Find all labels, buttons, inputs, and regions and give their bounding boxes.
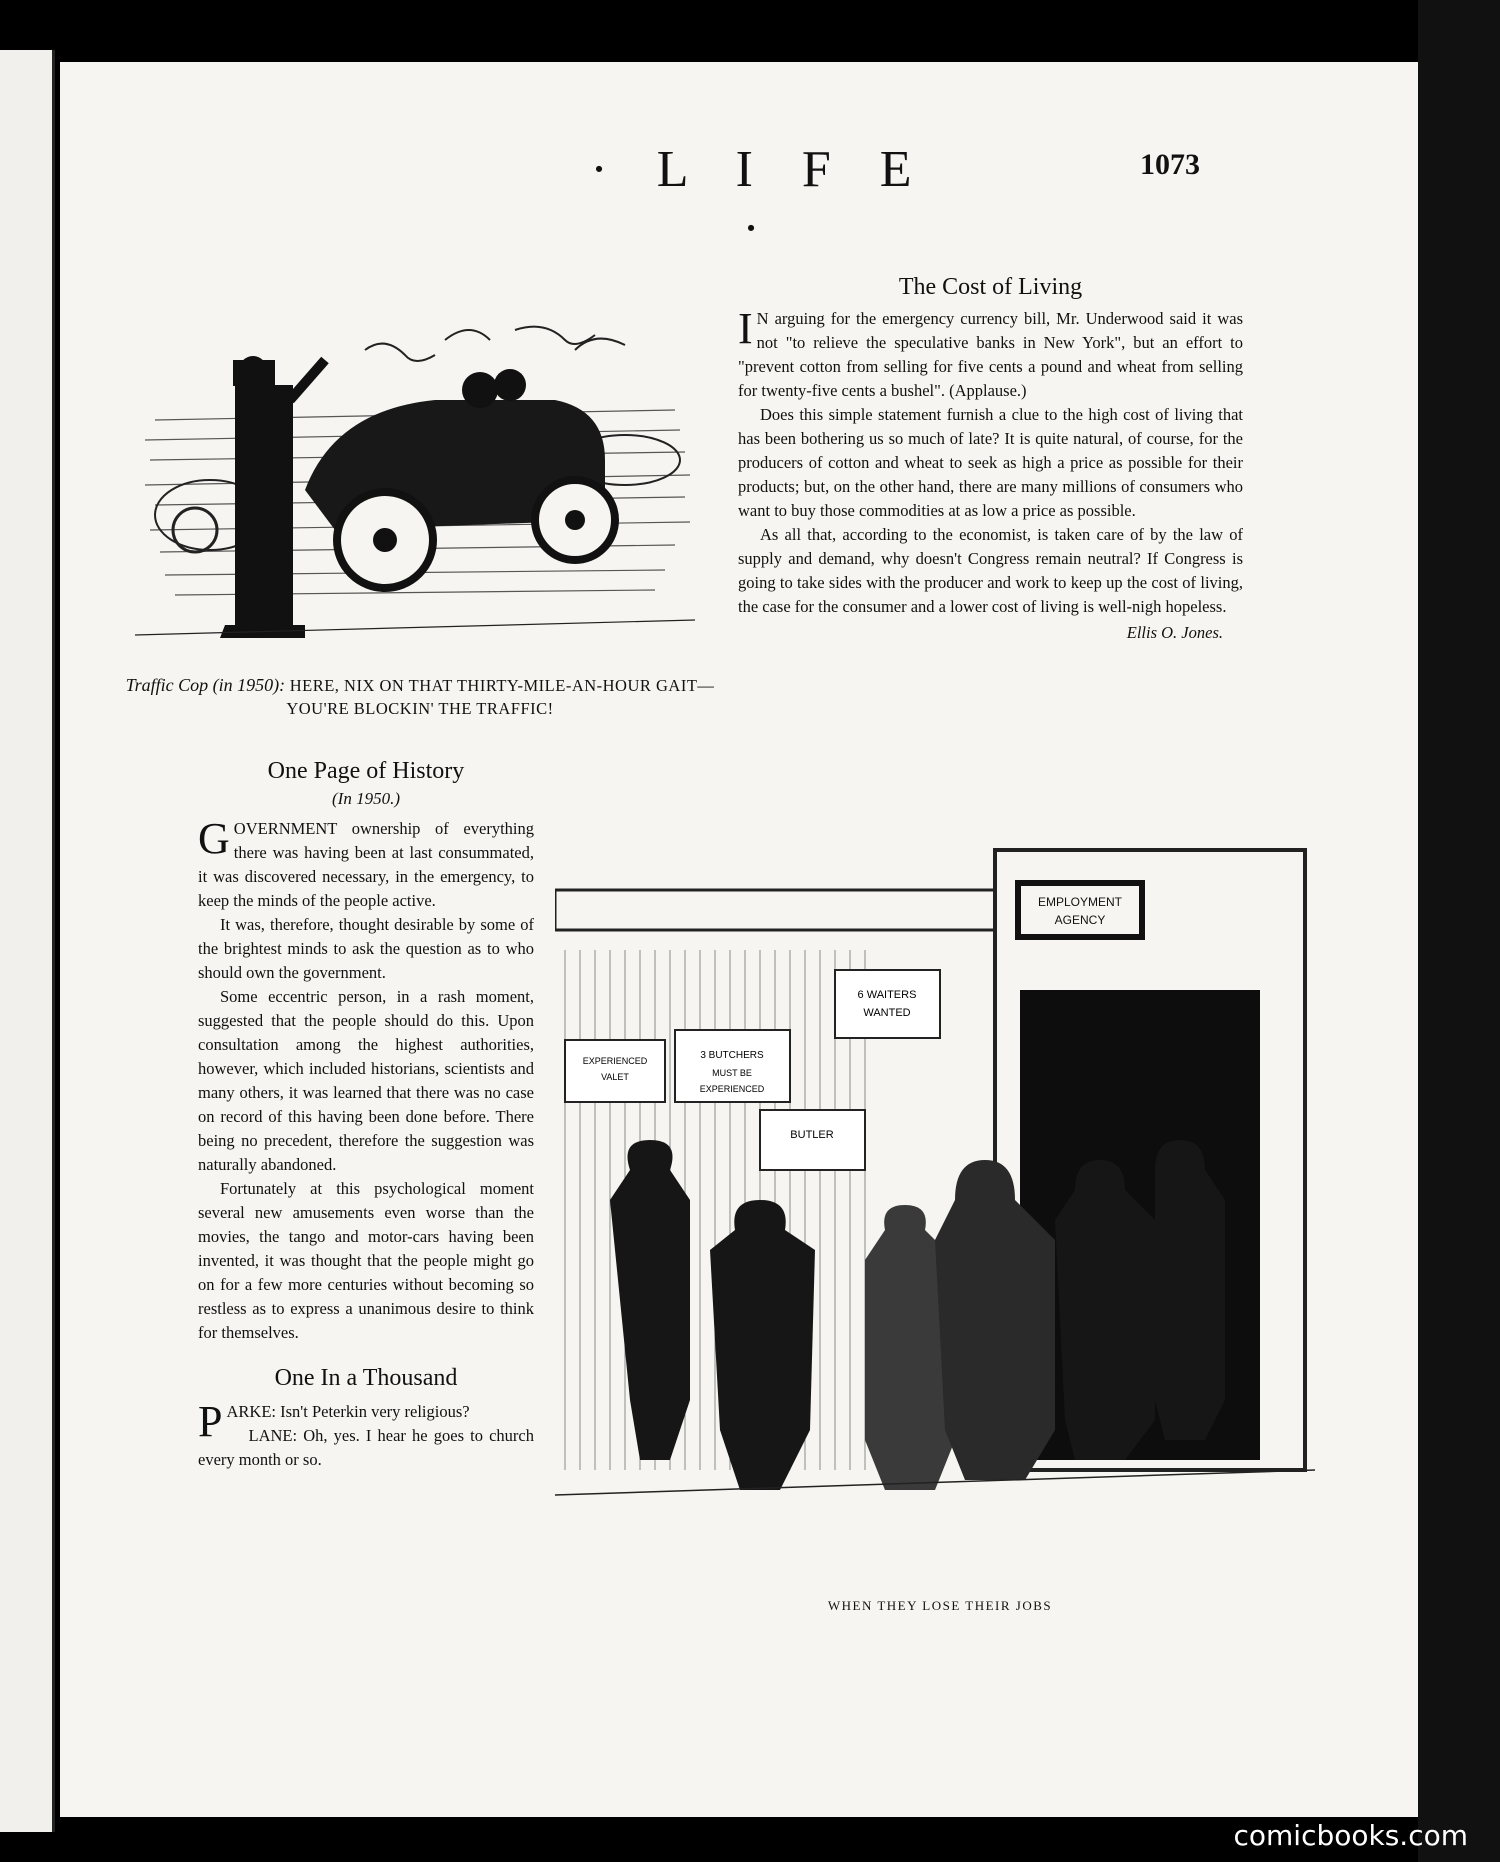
paragraph: Some eccentric person, in a rash moment, suggested that the people should do this. Upon consultation among the highest authorities, however, which included historians, scientists and many others, it was learned that there was no case on record of this having been done before. There being no precedent, therefore the suggestion was naturally abandoned. xyxy=(198,987,534,1174)
employment-agency-illustration xyxy=(555,830,1315,1580)
svg-text:BUTLER: BUTLER xyxy=(790,1129,834,1141)
dropcap: G xyxy=(198,814,230,863)
svg-text:6 WAITERS: 6 WAITERS xyxy=(857,989,917,1001)
paragraph-text: OVERNMENT ownership of everything there was having been at last consummated, it was discovered necessary, in the emergency, to keep the minds of the people active. xyxy=(198,819,534,910)
paragraph: It was, therefore, thought desirable by some of the brightest minds to ask the question as to who should own the government. xyxy=(198,915,534,982)
masthead: · L I F E · xyxy=(590,141,930,257)
svg-text:WANTED: WANTED xyxy=(863,1007,911,1019)
article-subtitle: (In 1950.) xyxy=(332,789,400,808)
caption-text: HERE, NIX ON THAT THIRTY-MILE-AN-HOUR GAIT—YOU'RE BLOCKIN' THE TRAFFIC! xyxy=(286,676,715,718)
paragraph xyxy=(198,1397,534,1446)
paragraph xyxy=(738,304,1243,403)
article-cost-of-living xyxy=(738,274,1243,645)
dropcap: P xyxy=(198,1397,223,1446)
svg-text:AGENCY: AGENCY xyxy=(1054,913,1106,927)
svg-text:EMPLOYMENT: EMPLOYMENT xyxy=(1037,895,1123,909)
article-title-one-in-a-thousand: One In a Thousand xyxy=(274,1365,458,1391)
paragraph xyxy=(198,814,534,913)
svg-text:VALET: VALET xyxy=(601,1072,629,1082)
paragraph: Does this simple statement furnish a clue to the high cost of living that has been bothering us so much of late? It is quite natural, of course, for the producers of cotton and wheat to seek as high a price as possible for their products; but, on the other hand, there are many millions of consumers who want to buy those commodities at as low a price as possible. xyxy=(738,405,1243,520)
paragraph: LANE: Oh, yes. I hear he goes to church every month or so. xyxy=(198,1426,534,1469)
article-title: The Cost of Living xyxy=(898,274,1083,300)
svg-text:EXPERIENCED: EXPERIENCED xyxy=(582,1056,648,1066)
paragraph: As all that, according to the economist, is taken care of by the law of supply and demand, why doesn't Congress remain neutral? If Congress is going to take sides with the producer and work to keep up the cost of living, the case for the consumer and a lower cost of living is well-nigh hopeless. xyxy=(738,525,1243,616)
page-number: 1073 xyxy=(1140,148,1200,181)
dropcap: I xyxy=(738,304,753,353)
scan-border xyxy=(1418,0,1500,1862)
cartoon-caption xyxy=(125,674,715,720)
cartoon-caption-bottom: WHEN THEY LOSE THEIR JOBS xyxy=(827,1598,1053,1613)
article-one-page-of-history xyxy=(198,758,534,1472)
traffic-cop-illustration xyxy=(135,290,695,670)
svg-text:MUST BE: MUST BE xyxy=(712,1068,752,1078)
svg-text:EXPERIENCED: EXPERIENCED xyxy=(699,1084,765,1094)
caption-speaker: Traffic Cop (in 1950): xyxy=(125,675,286,695)
paragraph-text: ARKE: Isn't Peterkin very religious? xyxy=(226,1402,470,1421)
author-signature: Ellis O. Jones. xyxy=(1126,623,1223,642)
paragraph: Fortunately at this psychological moment several new amusements even worse than the movies, the tango and motor-cars having been invented, it was thought that the people might go on for a few more centuries without becoming so restless as to express a unanimous desire to think for themselves. xyxy=(198,1179,534,1342)
facing-page-edge xyxy=(0,50,55,1832)
svg-text:3 BUTCHERS: 3 BUTCHERS xyxy=(700,1050,764,1061)
paragraph-text: N arguing for the emergency currency bill, Mr. Underwood said it was not "to relieve the speculative banks in New York", but an effort to "prevent cotton from selling for five cents a pound and wheat from selling for twenty-five cents a bushel". (Applause.) xyxy=(738,309,1243,400)
article-title: One Page of History xyxy=(267,758,465,784)
site-watermark: comicbooks.com xyxy=(1233,1819,1468,1852)
